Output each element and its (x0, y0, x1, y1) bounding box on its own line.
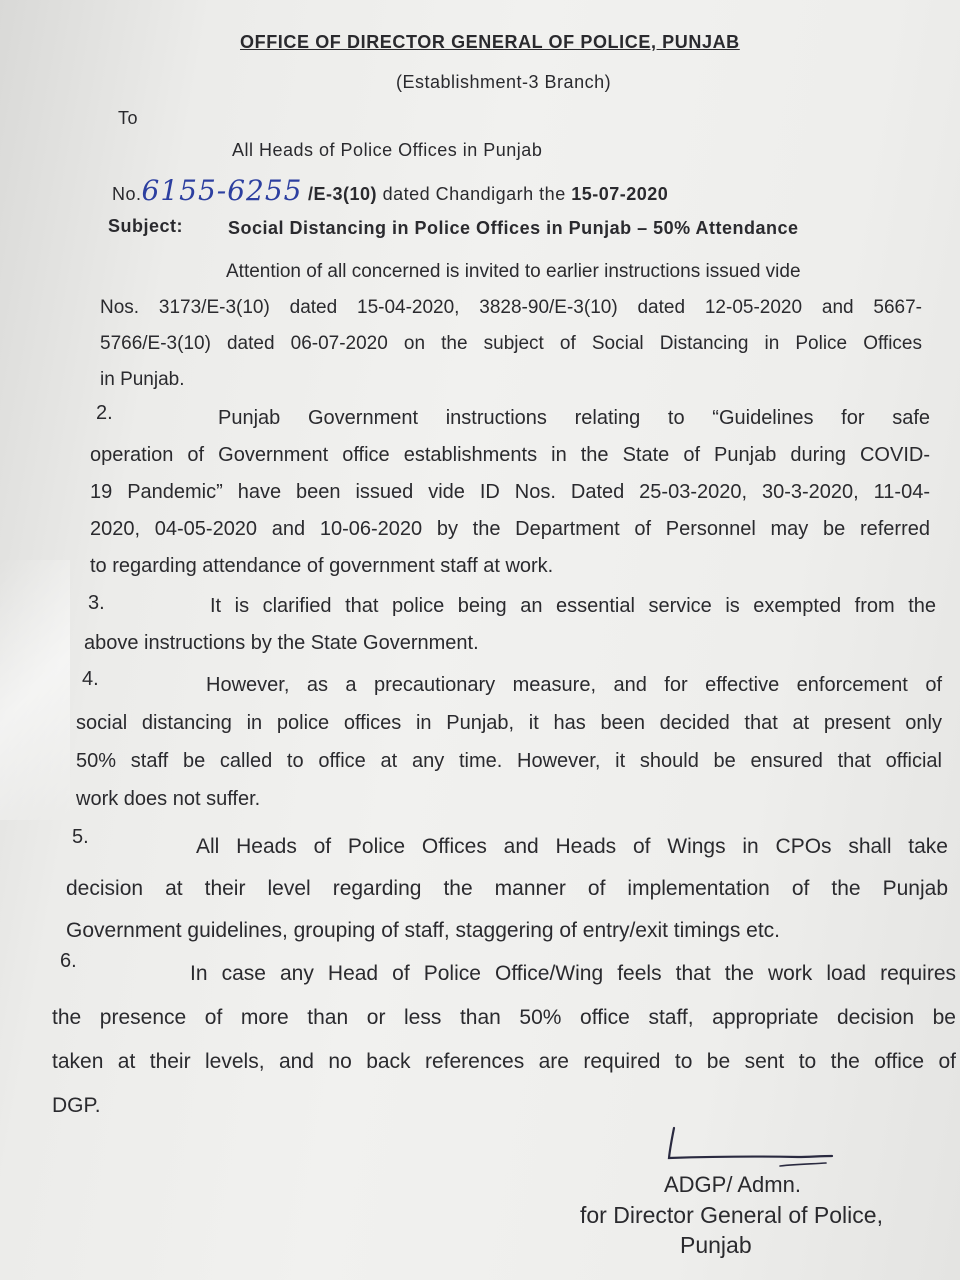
paragraph-number: 4. (82, 668, 99, 690)
paper-fold-shadow (0, 560, 70, 820)
signatory-for-line: for Director General of Police, (580, 1202, 883, 1228)
paragraph-3 (84, 588, 936, 662)
paragraph-line: Attention of all concerned is invited to earlier instructions issued vide (226, 261, 801, 282)
reference-date: 15-07-2020 (571, 184, 669, 204)
paragraph-line: 50% staff be called to office at any time. However, it should be ensured that official (76, 750, 942, 772)
paragraph-5 (66, 826, 948, 952)
paragraph-line: social distancing in police offices in Punjab, it has been decided that at present only (76, 712, 942, 734)
reference-line (112, 174, 668, 207)
paragraph-6 (52, 952, 956, 1128)
office-heading: OFFICE OF DIRECTOR GENERAL OF POLICE, PUNJAB (240, 32, 740, 52)
paragraph-4 (76, 666, 942, 818)
signatory-place: Punjab (680, 1232, 752, 1258)
paragraph-line: In case any Head of Police Office/Wing feels that the work load requires (190, 962, 956, 985)
recipient-line: All Heads of Police Offices in Punjab (232, 140, 543, 160)
paragraph-line: However, as a precautionary measure, and for effective enforcement of (206, 674, 942, 696)
paragraph-number: 5. (72, 826, 89, 848)
paragraph-number: 6. (60, 950, 77, 972)
paragraph-line: taken at their levels, and no back references are required to be sent to the office of (52, 1050, 956, 1073)
paragraph-line: operation of Government office establishments in the State of Punjab during COVID- (90, 444, 930, 466)
paragraph-line: 5766/E-3(10) dated 06-07-2020 on the subject of Social Distancing in Police Offices (100, 333, 922, 354)
paragraph-line: work does not suffer. (76, 788, 261, 810)
signatory-designation: ADGP/ Admn. (664, 1172, 801, 1197)
paragraph-line: the presence of more than or less than 50% office staff, appropriate decision be (52, 1006, 956, 1029)
paragraph-line: Punjab Government instructions relating to “Guidelines for safe (218, 407, 930, 429)
paragraph-line: decision at their level regarding the manner of implementation of the Punjab (66, 877, 948, 900)
subject-text: Social Distancing in Police Offices in Punjab – 50% Attendance (228, 218, 799, 238)
paragraph-2 (90, 400, 930, 585)
paragraph-line: 19 Pandemic” have been issued vide ID Nos. Dated 25-03-2020, 30-3-2020, 11-04- (90, 481, 930, 503)
paragraph-number: 2. (96, 402, 113, 424)
paragraph-line: Government guidelines, grouping of staff, staggering of entry/exit timings etc. (66, 919, 780, 942)
paragraph-line: in Punjab. (100, 369, 185, 390)
reference-no-prefix: No. (112, 184, 142, 204)
paragraph-line: All Heads of Police Offices and Heads of Wings in CPOs shall take (196, 835, 948, 858)
paragraph-line: to regarding attendance of government staff at work. (90, 555, 554, 577)
paragraph-line: 2020, 04-05-2020 and 10-06-2020 by the Department of Personnel may be referred (90, 518, 930, 540)
reference-suffix: /E-3(10) (308, 184, 378, 204)
paragraph-line: DGP. (52, 1094, 101, 1117)
paragraph-line: It is clarified that police being an essential service is exempted from the (210, 595, 936, 617)
paragraph-line: Nos. 3173/E-3(10) dated 15-04-2020, 3828-90/E-3(10) dated 12-05-2020 and 5667- (100, 297, 922, 318)
paragraph-number: 3. (88, 592, 105, 614)
handwritten-dispatch-number: 6155-6255 (141, 174, 303, 207)
paragraph-line: above instructions by the State Government. (84, 632, 479, 654)
paragraph-1 (100, 254, 922, 398)
handwritten-signature (660, 1122, 840, 1172)
to-label: To (118, 108, 139, 128)
reference-dated-text: dated Chandigarh the (382, 184, 566, 204)
branch-subheading: (Establishment-3 Branch) (396, 72, 612, 92)
subject-label: Subject: (108, 216, 184, 236)
